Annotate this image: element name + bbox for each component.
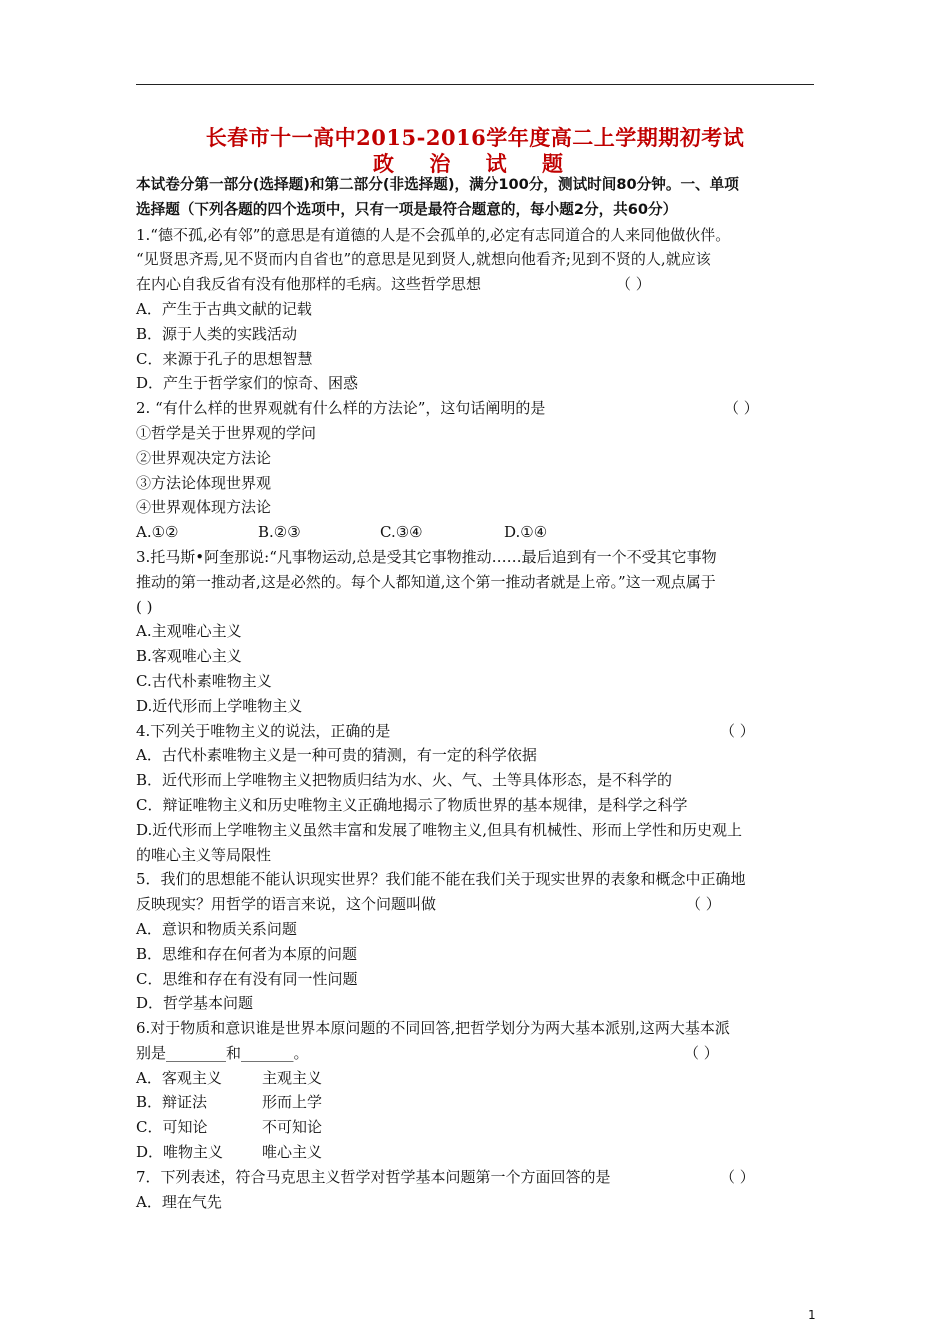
q2-option-c: C.③④	[380, 523, 423, 542]
q6-option-c-1: C．可知论	[136, 1118, 208, 1137]
q5-line-2	[136, 892, 816, 917]
q3-option-a: A.主观唯心主义	[136, 622, 242, 641]
q2-answer-blank: （ ）	[724, 399, 759, 418]
q5-stem-end: 反映现实？用哲学的语言来说，这个问题叫做	[136, 895, 437, 914]
q4-option-a: A．古代朴素唯物主义是一种可贵的猜测，有一定的科学依据	[136, 746, 537, 765]
q6-option-c	[136, 1115, 816, 1140]
q6-option-a-1: A．客观主义	[136, 1068, 222, 1087]
q3-option-d: D.近代形而上学唯物主义	[136, 696, 303, 715]
q2-item-3: ③方法论体现世界观	[136, 473, 272, 492]
q5-option-c: C．思维和存在有没有同一性问题	[136, 969, 358, 988]
q6-option-d	[136, 1140, 816, 1165]
q6-line-1: 6.对于物质和意识谁是世界本原问题的不同回答,把哲学划分为两大基本派别,这两大基本派	[136, 1019, 730, 1038]
q5-option-d: D．哲学基本问题	[136, 994, 254, 1013]
subject-title: 政 治 试 题	[373, 151, 577, 176]
q6-option-b	[136, 1090, 816, 1115]
q6-line-2	[136, 1041, 816, 1066]
q1-option-c: C．来源于孔子的思想智慧	[136, 349, 313, 368]
q5-line-1: 5．我们的思想能不能认识现实世界？我们能不能在我们关于现实世界的表象和概念中正确地	[136, 870, 746, 889]
q6-option-d-2: 唯心主义	[262, 1143, 323, 1162]
q6-option-a	[136, 1066, 816, 1091]
q3-option-b: B.客观唯心主义	[136, 647, 242, 666]
q2-item-4: ④世界观体现方法论	[136, 498, 272, 517]
q3-option-c: C.古代朴素唯物主义	[136, 671, 272, 690]
q6-answer-blank: （ ）	[684, 1043, 719, 1062]
q6-option-c-2: 不可知论	[262, 1118, 323, 1137]
q5-option-a: A．意识和物质关系问题	[136, 919, 297, 938]
intro-line-1: 本试卷分第一部分(选择题)和第二部分(非选择题)，满分100分，测试时间80分钟。一、单项	[136, 176, 739, 193]
q2-option-d: D.①④	[504, 523, 548, 542]
q1-stem-end: 在内心自我反省有没有他那样的毛病。这些哲学思想	[136, 275, 482, 294]
q7-option-a: A．理在气先	[136, 1192, 222, 1211]
q2-option-b: B.②③	[258, 523, 301, 542]
q2-item-2: ②世界观决定方法论	[136, 448, 272, 467]
page-number: 1	[808, 1308, 816, 1322]
q6-option-d-1: D．唯物主义	[136, 1143, 224, 1162]
q6-option-b-1: B．辩证法	[136, 1093, 208, 1112]
header-rule	[136, 84, 814, 85]
q7-answer-blank: （ ）	[720, 1167, 755, 1186]
q2-options	[136, 520, 816, 545]
q6-option-a-2: 主观主义	[262, 1068, 323, 1087]
q1-line-3	[136, 272, 816, 297]
q2-stem-line	[136, 396, 816, 421]
q1-option-a: A．产生于古典文献的记载	[136, 299, 312, 318]
q6-option-b-2: 形而上学	[262, 1093, 323, 1112]
q4-answer-blank: （ ）	[720, 721, 755, 740]
exam-content	[136, 173, 816, 1214]
q2-item-1: ①哲学是关于世界观的学问	[136, 423, 317, 442]
q5-option-b: B．思维和存在何者为本原的问题	[136, 944, 358, 963]
q1-line-2: “见贤思齐焉,见不贤而内自省也”的意思是见到贤人,就想向他看齐;见到不贤的人,就应该	[136, 250, 711, 269]
q1-option-d: D．产生于哲学家们的惊奇、困惑	[136, 374, 359, 393]
q3-answer-blank: ( )	[136, 597, 153, 616]
q1-option-b: B．源于人类的实践活动	[136, 324, 298, 343]
q4-option-b: B．近代形而上学唯物主义把物质归结为水、火、气、土等具体形态，是不科学的	[136, 771, 673, 790]
q4-option-c: C．辩证唯物主义和历史唯物主义正确地揭示了物质世界的基本规律，是科学之科学	[136, 795, 688, 814]
intro-line-2: 选择题（下列各题的四个选项中，只有一项是最符合题意的，每小题2分，共60分）	[136, 200, 678, 218]
q7-stem-line	[136, 1165, 816, 1190]
q7-stem: 7．下列表述，符合马克思主义哲学对哲学基本问题第一个方面回答的是	[136, 1167, 611, 1186]
q4-stem-line	[136, 719, 816, 744]
q1-line-1: 1.“德不孤,必有邻”的意思是有道德的人是不会孤单的,必定有志同道合的人来同他做伙伴。	[136, 225, 731, 244]
q5-answer-blank: （ ）	[686, 895, 721, 914]
q3-line-1: 3.托马斯•阿奎那说:“凡事物运动,总是受其它事物推动……最后追到有一个不受其它事物	[136, 547, 717, 566]
q4-option-d-cont: 的唯心主义等局限性	[136, 845, 272, 864]
q3-line-2: 推动的第一推动者,这是必然的。每个人都知道,这个第一推动者就是上帝。”这一观点属于	[136, 572, 716, 591]
q1-answer-blank: （ ）	[616, 275, 651, 294]
exam-title: 长春市十一高中2015-2016学年度高二上学期期初考试	[205, 125, 745, 150]
q2-stem: 2. “有什么样的世界观就有什么样的方法论”，这句话阐明的是	[136, 399, 546, 418]
q4-option-d: D.近代形而上学唯物主义虽然丰富和发展了唯物主义,但具有机械性、形而上学性和历史观上	[136, 820, 743, 839]
q2-option-a: A.①②	[136, 523, 179, 542]
q6-stem-end: 别是________和_______。	[136, 1043, 309, 1062]
q4-stem: 4.下列关于唯物主义的说法，正确的是	[136, 721, 391, 740]
